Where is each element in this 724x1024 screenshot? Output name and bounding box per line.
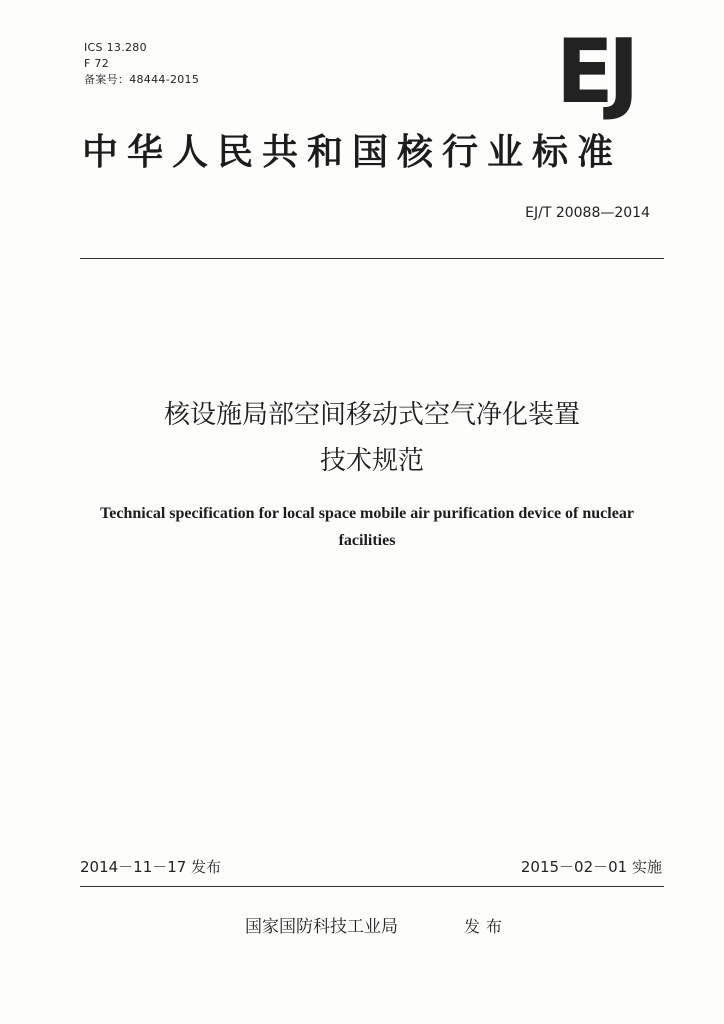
english-title: Technical specification for local space mobile air purification device of nuclear facilities bbox=[100, 505, 634, 549]
issue-date: 2014－11－17 发布 bbox=[80, 858, 222, 876]
classification-block bbox=[84, 40, 199, 88]
publisher-name: 国家国防科技工业局 bbox=[245, 917, 398, 937]
ics-code: ICS 13.280 bbox=[84, 41, 147, 54]
chinese-title-line-1: 核设施局部空间移动式空气净化装置 bbox=[163, 400, 580, 430]
standard-number: EJ/T 20088—2014 bbox=[525, 205, 650, 221]
ej-logo: EJ bbox=[556, 20, 634, 123]
ccs-code: F 72 bbox=[84, 57, 110, 70]
bottom-divider bbox=[80, 886, 664, 887]
standard-category-title: 中华人民共和国核行业标准 bbox=[82, 132, 623, 173]
top-divider bbox=[80, 258, 664, 259]
record-number: 备案号：48444-2015 bbox=[84, 73, 200, 86]
publish-label: 发布 bbox=[464, 917, 509, 936]
implementation-date: 2015－02－01 实施 bbox=[520, 858, 662, 876]
chinese-title-line-2: 技术规范 bbox=[319, 446, 424, 476]
